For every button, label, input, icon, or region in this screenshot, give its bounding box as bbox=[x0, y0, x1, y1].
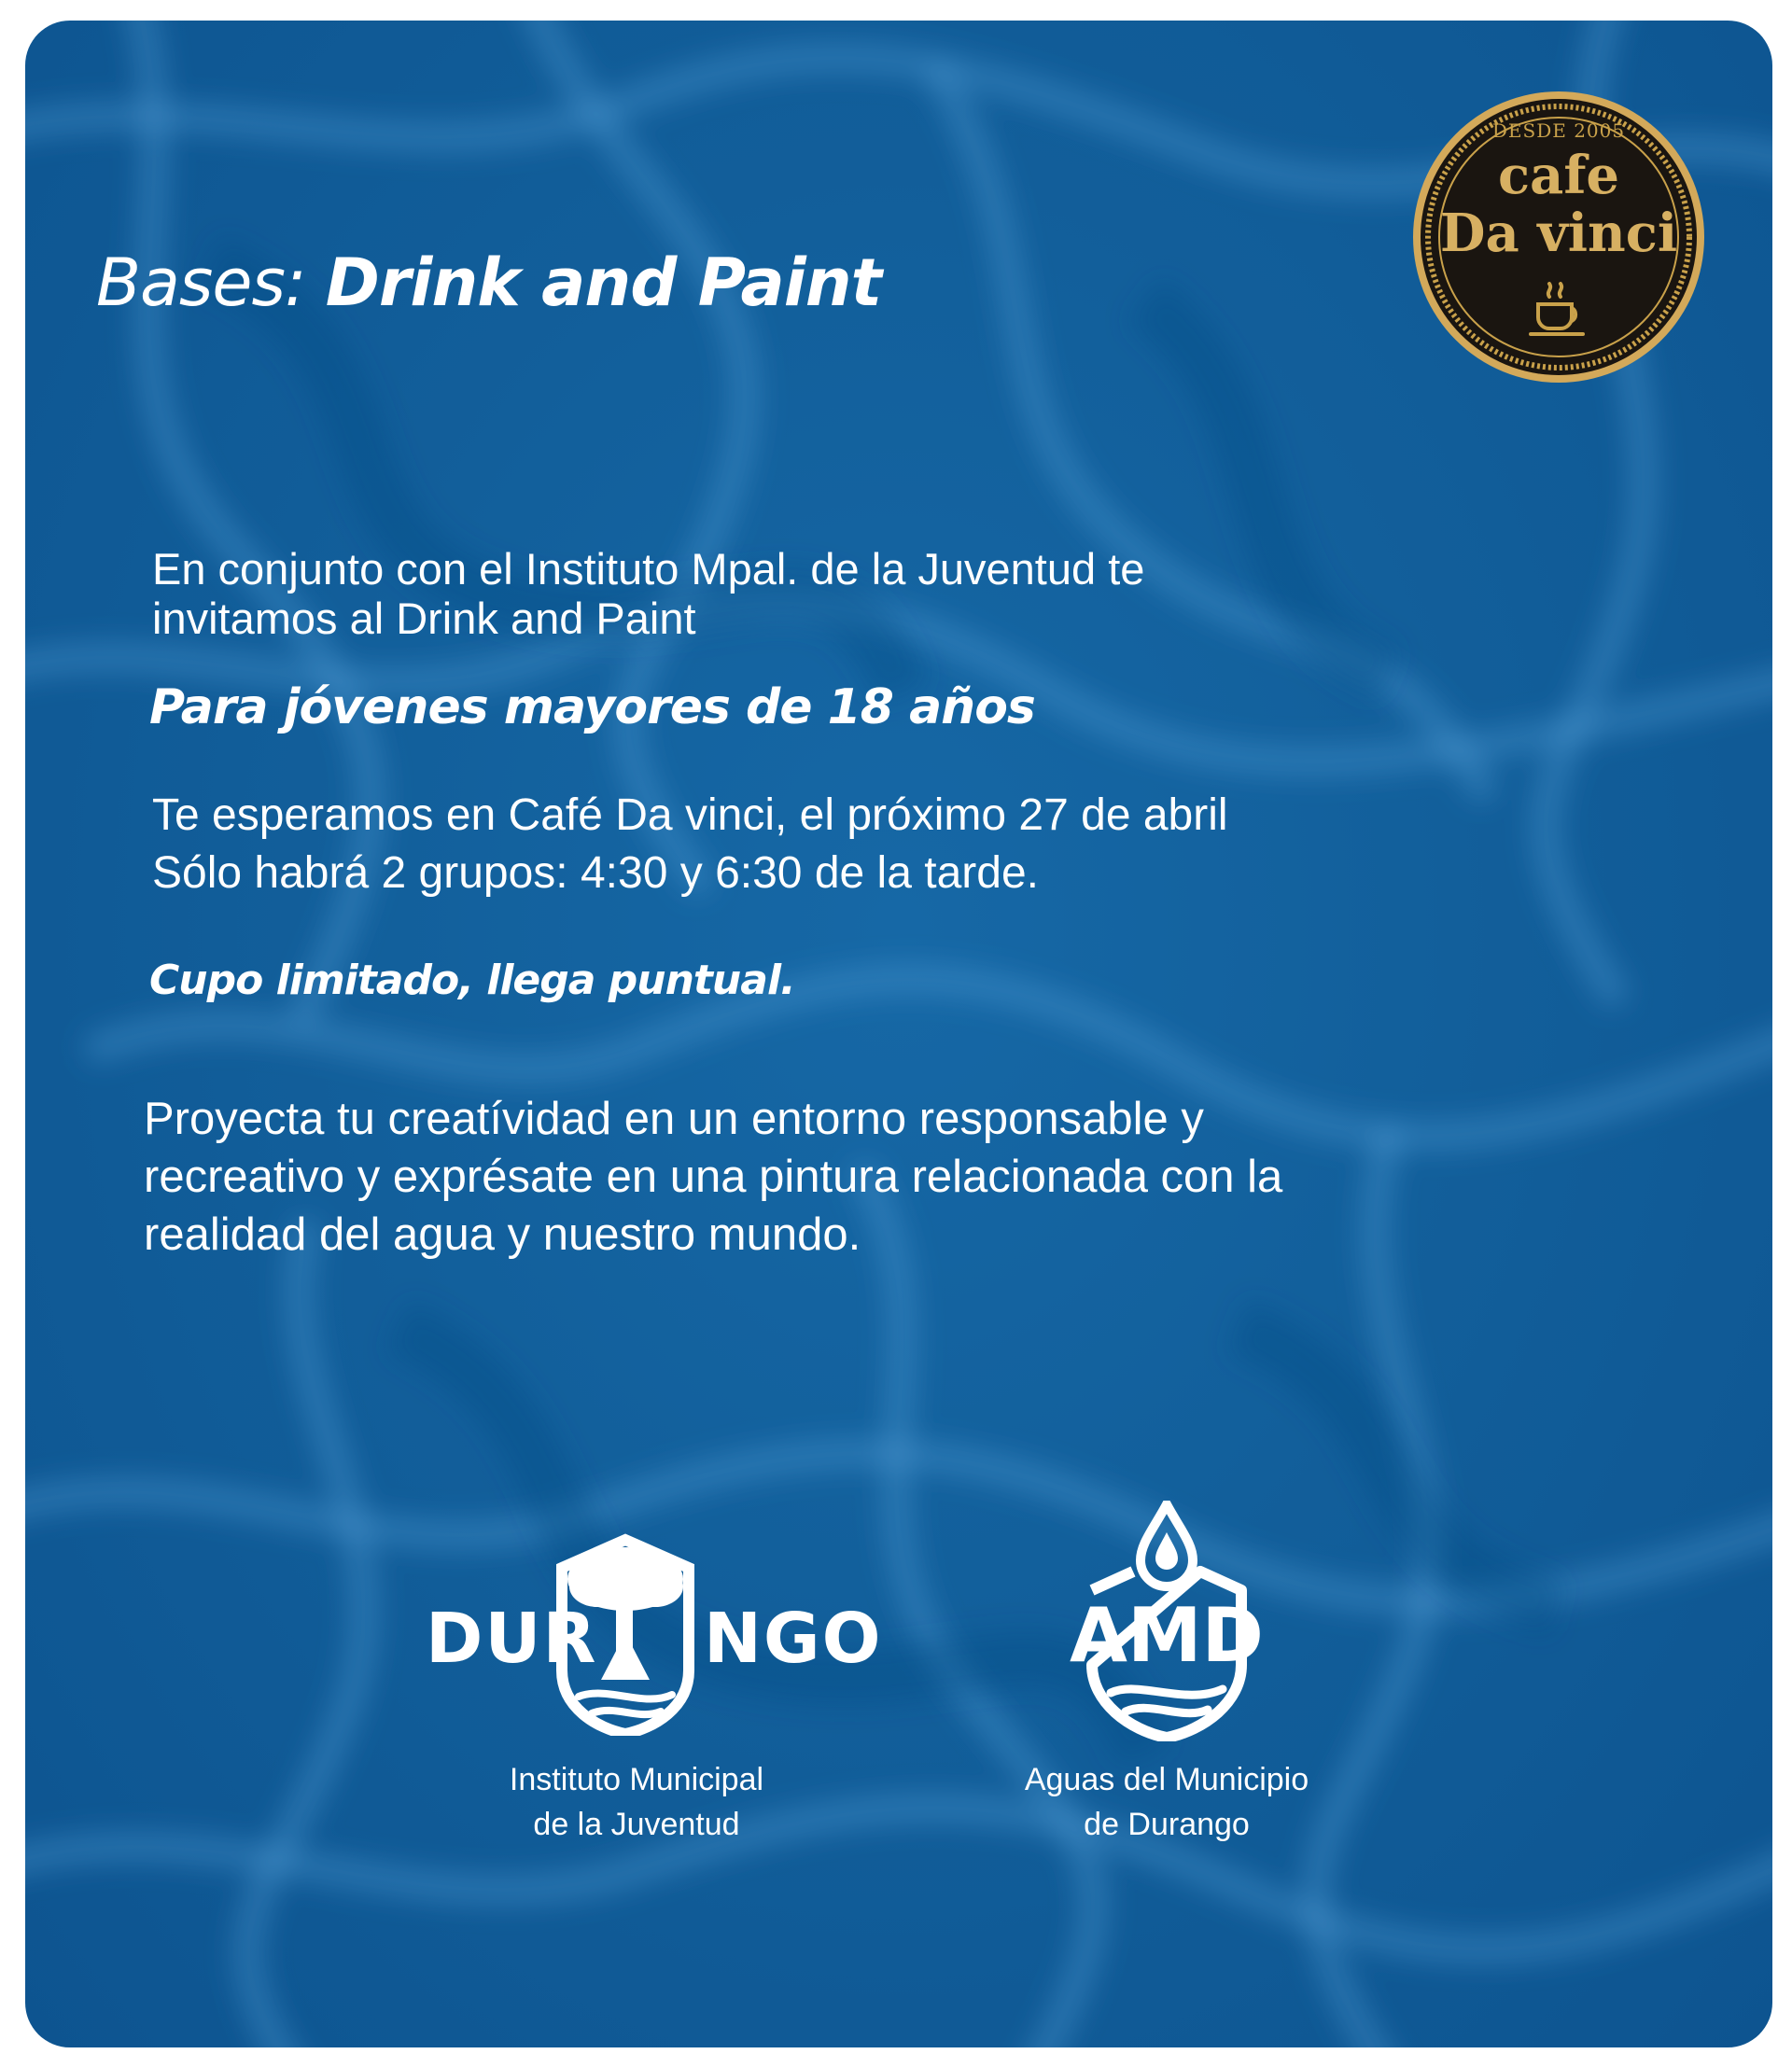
durango-caption-line-1: Instituto Municipal bbox=[509, 1762, 764, 1797]
schedule-line-1: Te esperamos en Café Da vinci, el próximo 27 de abril bbox=[152, 790, 1228, 840]
notice-text: Cupo limitado, llega puntual. bbox=[149, 957, 795, 1004]
amd-word: AMD bbox=[1070, 1592, 1264, 1679]
amd-caption-line-1: Aguas del Municipio bbox=[1024, 1762, 1309, 1797]
amd-caption-line-2: de Durango bbox=[1084, 1807, 1250, 1842]
badge-cafe-label: cafe bbox=[1497, 145, 1620, 206]
intro-line-2: invitamos al Drink and Paint bbox=[152, 594, 696, 643]
badge-since-label: DESDE 2005 bbox=[1491, 119, 1626, 142]
description-line-1: Proyecta tu creatívidad en un entorno responsable y bbox=[144, 1094, 1204, 1144]
audience-heading: Para jóvenes mayores de 18 años bbox=[149, 679, 1035, 735]
description-line-3: realidad del agua y nuestro mundo. bbox=[144, 1209, 861, 1260]
title-main: Drink and Paint bbox=[325, 245, 882, 321]
description-line-2: recreativo y exprésate en una pintura relacionada con la bbox=[144, 1152, 1283, 1202]
durango-caption-line-2: de la Juventud bbox=[533, 1807, 740, 1842]
durango-word-left: DUR bbox=[426, 1599, 598, 1679]
schedule-line-2: Sólo habrá 2 grupos: 4:30 y 6:30 de la tarde. bbox=[152, 848, 1039, 898]
durango-word-right: NGO bbox=[704, 1599, 883, 1679]
badge-davinci-label: Da vinci bbox=[1439, 203, 1678, 264]
intro-line-1: En conjunto con el Instituto Mpal. de la Juventud te bbox=[152, 544, 1145, 594]
page-title bbox=[96, 245, 881, 321]
title-prefix: Bases: bbox=[96, 245, 326, 321]
